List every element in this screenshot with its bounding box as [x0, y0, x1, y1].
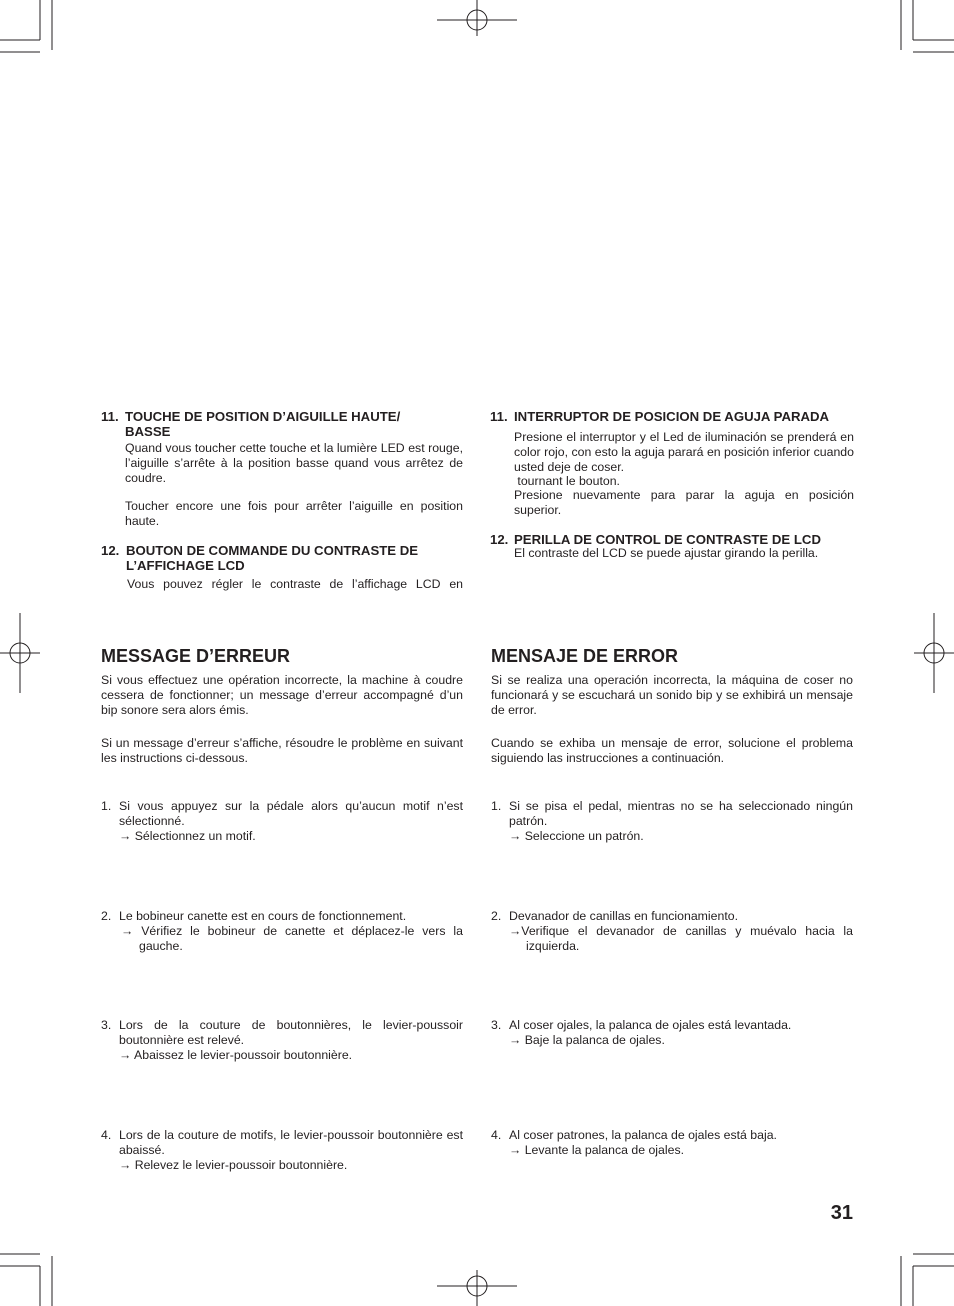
es-error-3-text: Al coser ojales, la palanca de ojales está levantada. [509, 1018, 792, 1032]
fr-error-item-4 [101, 1128, 463, 1174]
fr-error-1-number: 1. [101, 799, 112, 813]
es-item12-title: PERILLA DE CONTROL DE CONTRASTE DE LCD [514, 532, 821, 547]
es-error-item-4 [491, 1128, 853, 1158]
fr-error-item-1 [101, 799, 463, 845]
fr-item11-title-line2: BASSE [125, 424, 171, 439]
es-error-item-3 [491, 1018, 853, 1048]
es-error-4-fix: → Levante la palanca de ojales. [509, 1143, 685, 1158]
es-item11-paragraph1: Presione el interruptor y el Led de iluminación se prenderá en color rojo, con esto la aguja parará en posición inferior cuando usted deje de coser. [514, 430, 854, 475]
fr-error-item-2 [101, 909, 463, 955]
fr-error-1-text: Si vous appuyez sur la pédale alors qu’aucun motif n’est sélectionné. [119, 799, 463, 829]
es-item11-heading [490, 409, 855, 424]
es-intro-paragraph1: Si se realiza una operación incorrecta, la máquina de coser no funcionará y se escuchará un sonido bip y se exhibirá un mensaje de error. [491, 673, 853, 718]
es-intro-paragraph2: Cuando se exhiba un mensaje de error, solucione el problema siguiendo las instrucciones a continuación. [491, 736, 853, 766]
es-error-4-text: Al coser patrones, la palanca de ojales está baja. [509, 1128, 777, 1142]
es-error-item-1 [491, 799, 853, 845]
es-error-1-text: Si se pisa el pedal, mientras no se ha seleccionado ningún patrón. [509, 799, 853, 829]
fr-error-4-text: Lors de la couture de motifs, le levier-poussoir boutonnière est abaissé. [119, 1128, 463, 1158]
es-item12-number: 12. [490, 532, 509, 547]
es-section-title: MENSAJE DE ERROR [491, 646, 679, 666]
fr-error-1-fix: → Sélectionnez un motif. [119, 829, 256, 844]
es-error-1-fix: → Seleccione un patrón. [509, 829, 644, 844]
fr-item12-title-line1: BOUTON DE COMMANDE DU CONTRASTE DE [126, 543, 419, 558]
es-item12-heading [490, 532, 855, 547]
es-error-2-text: Devanador de canillas en funcionamiento. [509, 909, 739, 923]
es-error-2-number: 2. [491, 909, 502, 923]
es-item11-number: 11. [490, 409, 508, 424]
es-item11-paragraph3: Presione nuevamente para parar la aguja en posición superior. [514, 488, 854, 518]
fr-error-3-number: 3. [101, 1018, 112, 1032]
fr-error-4-fix: → Relevez le levier-poussoir boutonnière. [119, 1158, 348, 1173]
fr-item12-heading [101, 543, 463, 573]
fr-intro-paragraph2: Si un message d’erreur s’affiche, résoudre le problème en suivant les instructions ci-dessous. [101, 736, 463, 766]
page-number: 31 [830, 1202, 853, 1224]
es-error-4-number: 4. [491, 1128, 502, 1142]
fr-error-3-fix: → Abaissez le levier-poussoir boutonnière. [119, 1048, 353, 1063]
fr-item11-heading [101, 409, 463, 439]
fr-item11-paragraph1: Quand vous toucher cette touche et la lumière LED est rouge, l’aiguille s’arrête à la position basse quand vous arrêtez de coudre. [125, 441, 463, 486]
fr-error-3-text: Lors de la couture de boutonnières, le levier-poussoir boutonnière est relevé. [119, 1018, 463, 1048]
es-error-3-fix: → Baje la palanca de ojales. [509, 1033, 665, 1048]
fr-error-2-number: 2. [101, 909, 112, 923]
es-error-1-number: 1. [491, 799, 502, 813]
fr-error-2-fix: → Vérifiez le bobineur de canette et déplacez-le vers la gauche. [121, 924, 463, 954]
fr-item11-number: 11. [101, 409, 119, 424]
fr-item11-title-line1: TOUCHE DE POSITION D’AIGUILLE HAUTE/ [125, 409, 401, 424]
es-error-2-fix: →Verifique el devanador de canillas y muévalo hacia la izquierda. [509, 924, 853, 954]
es-item11-title: INTERRUPTOR DE POSICION DE AGUJA PARADA [514, 409, 830, 424]
fr-item12-title-line2: L’AFFICHAGE LCD [126, 558, 245, 573]
es-error-3-number: 3. [491, 1018, 502, 1032]
fr-error-2-text: Le bobineur canette est en cours de fonctionnement. [119, 909, 407, 923]
fr-section-title: MESSAGE D’ERREUR [101, 646, 291, 666]
es-item12-paragraph1: El contraste del LCD se puede ajustar girando la perilla. [514, 546, 819, 560]
fr-item12-paragraph1: Vous pouvez régler le contraste de l’affichage LCD en [127, 577, 463, 591]
fr-item11-paragraph2: Toucher encore une fois pour arrêter l’aiguille en position haute. [125, 499, 463, 529]
fr-item12-number: 12. [101, 543, 120, 558]
fr-intro-paragraph1: Si vous effectuez une opération incorrecte, la machine à coudre cessera de fonctionner; un message d’erreur accompagné d’un bip sonore sera alors émis. [101, 673, 463, 718]
fr-error-item-3 [101, 1018, 463, 1064]
fr-error-4-number: 4. [101, 1128, 112, 1142]
es-item11-paragraph2: tournant le bouton. [514, 474, 620, 488]
es-error-item-2 [491, 909, 853, 955]
